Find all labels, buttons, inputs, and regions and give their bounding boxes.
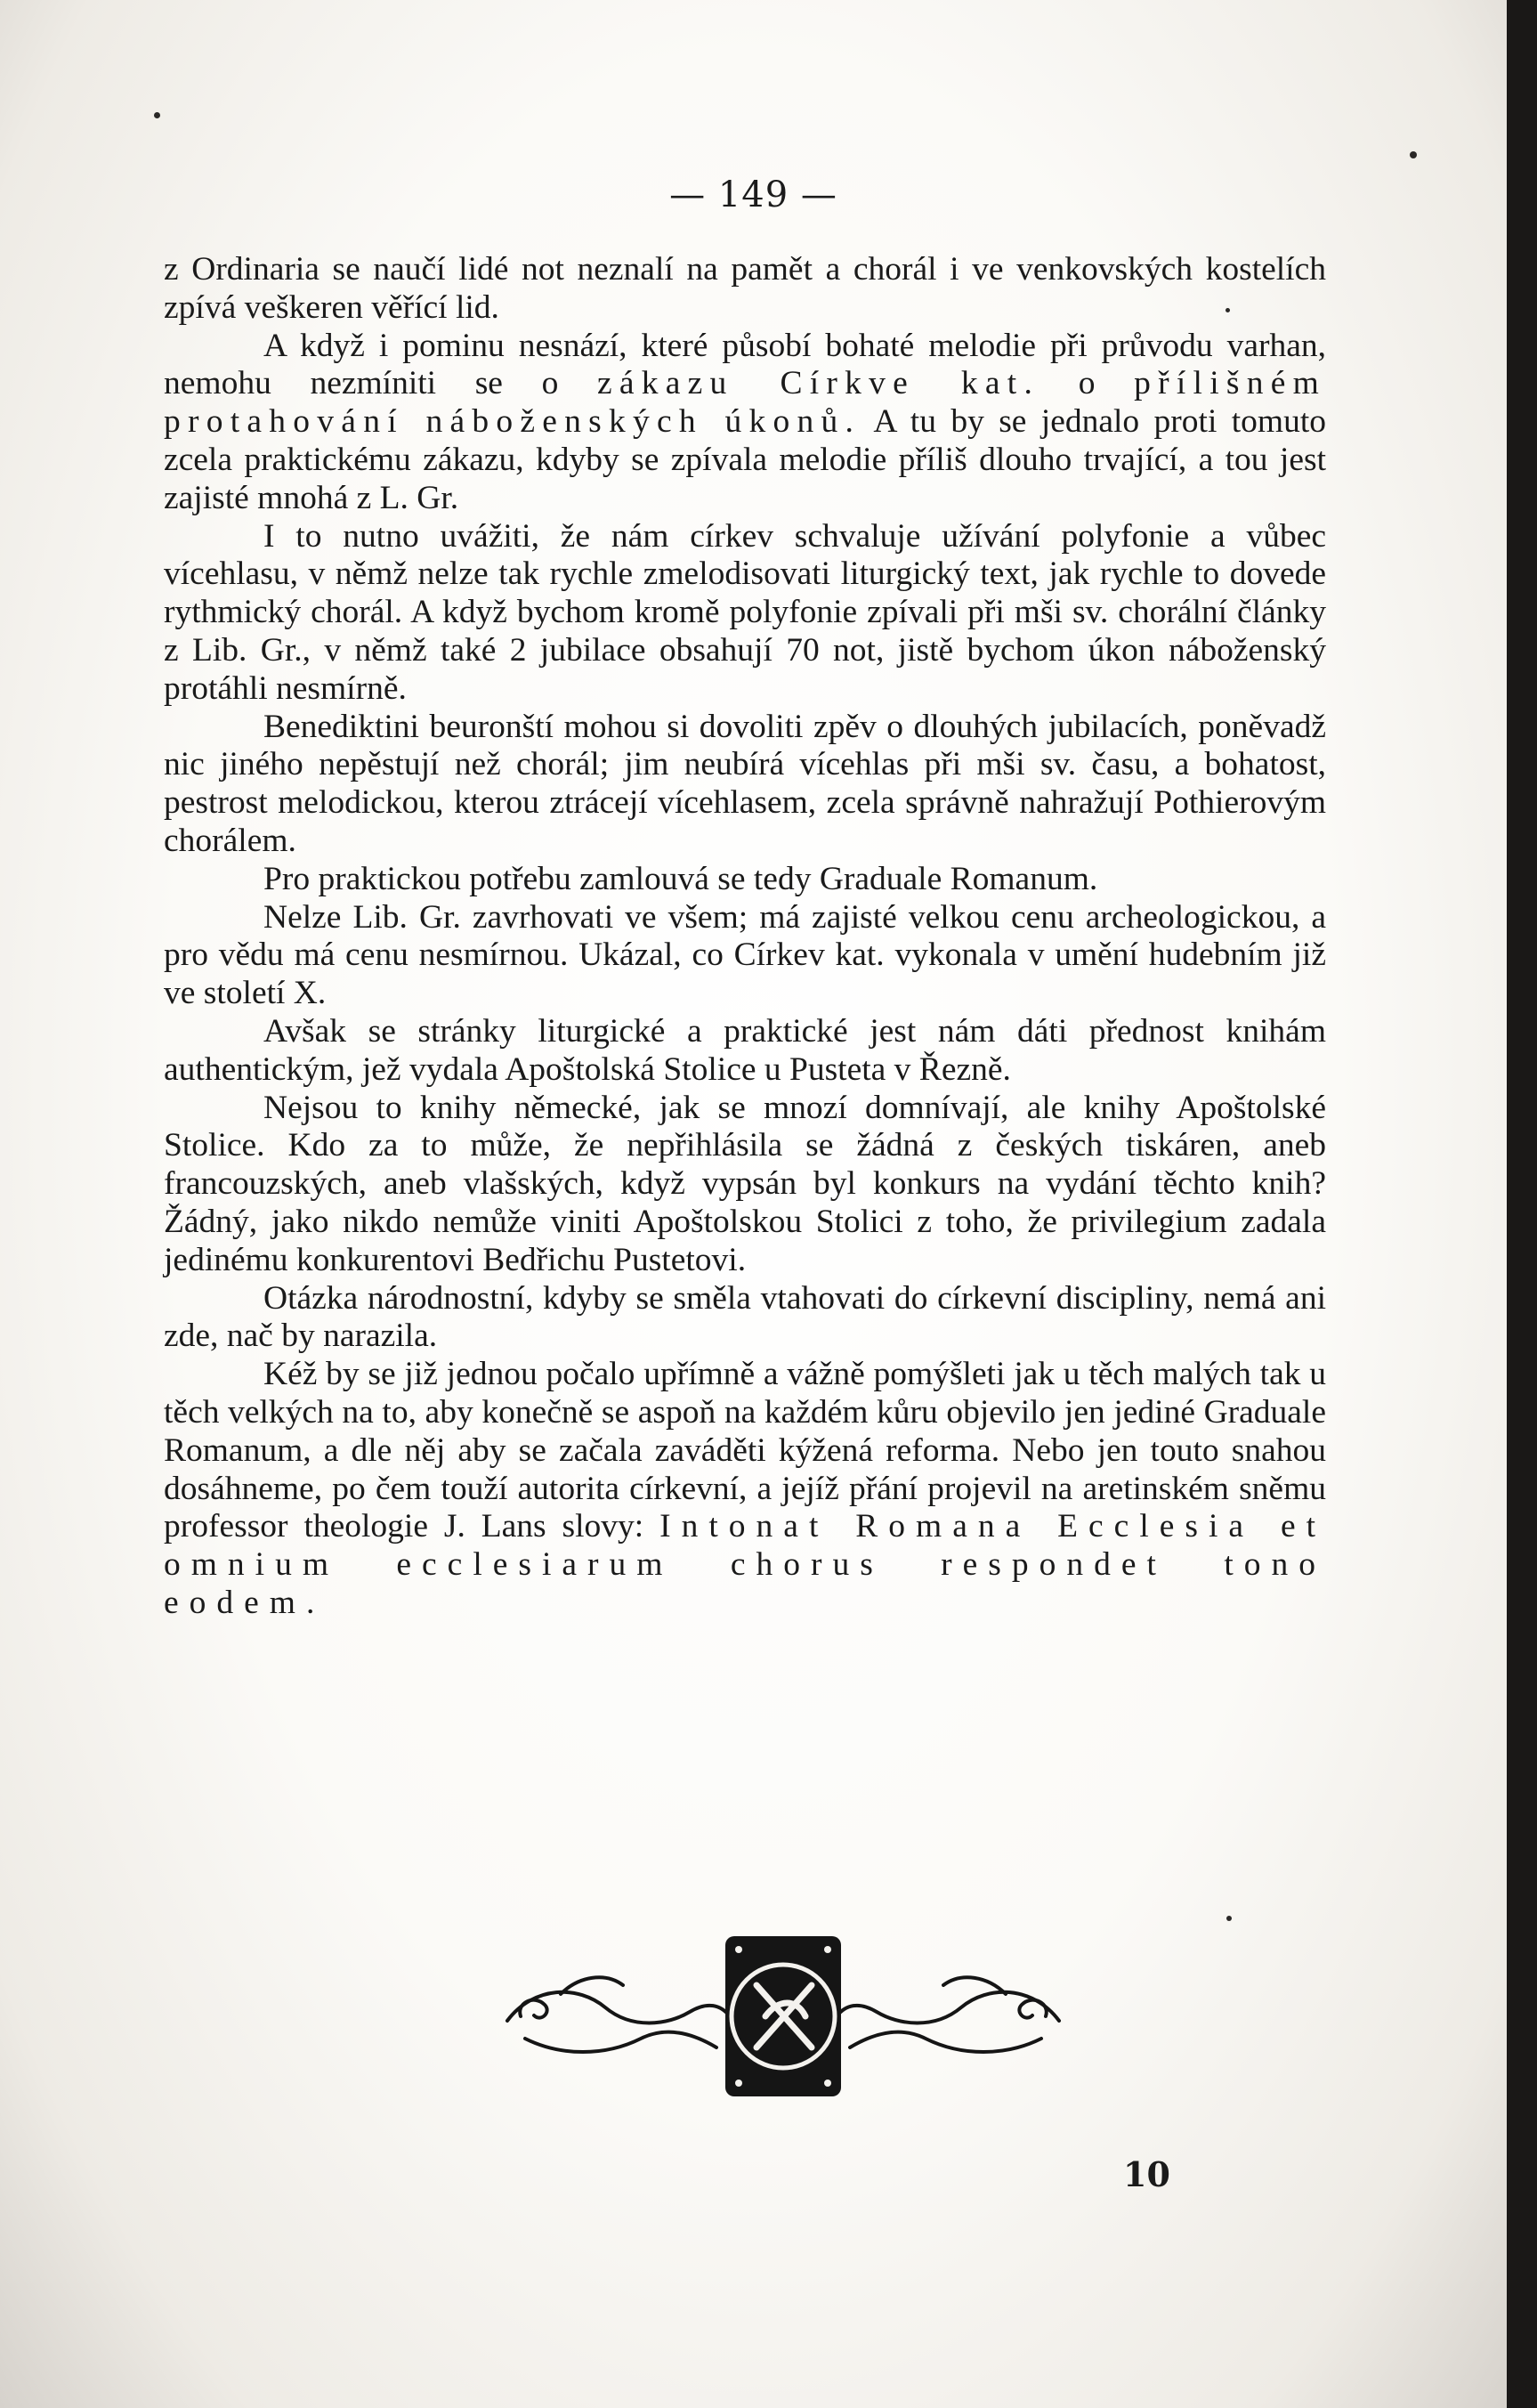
emphasis-protahovani: přílišném protahování náboženských úkonů. — [164, 365, 1327, 441]
paragraph-8: Nejsou to knihy německé, jak se mnozí domnívají, ale knihy Apoštolské Stolice. Kdo za to může, že nepřihlásila se žádná z českých tiskáren, aneb francouzských, aneb vlašských, když vypsán byl konkurs na vydání těchto knih? Žádný, jako nikdo nemůže viniti Apoštolskou Stolici z toho, že privilegium zadala jedinému konkurentovi Bedřichu Pustetovi. — [164, 1089, 1326, 1278]
paragraph-2-part-b: o — [1039, 365, 1135, 402]
latin-quote: Intonat Romana Ecclesia et omnium ecclesiarum chorus respondet tono eodem. — [164, 1508, 1327, 1621]
paragraph-10 — [164, 1356, 1326, 1623]
page-number: — 149 — — [669, 174, 837, 215]
paragraph-4: Benediktini beuronští mohou si dovoliti zpěv o dlouhých jubilacích, poněvadž nic jiného nepěstují než chorál; jim neubírá vícehlas při mši sv. času, a bohatost, pestrost melodickou, kterou ztrácejí vícehlasem, zcela správně nahražují Pothierovým chorálem. — [164, 708, 1326, 859]
print-speck — [1410, 151, 1417, 158]
right-scroll-lower — [850, 2032, 1041, 2052]
paragraph-9: Otázka národnostní, kdyby se směla vtahovati do církevní discipliny, nemá ani zde, nač by narazila. — [164, 1279, 1326, 1355]
print-speck — [1226, 308, 1230, 312]
right-curl — [1019, 2000, 1046, 2018]
paragraph-6: Nelze Lib. Gr. zavrhovati ve všem; má zajisté velkou cenu archeologickou, a pro vědu má cenu nesmírnou. Ukázal, co Církev kat. vykonala v umění hudebním již ve století X. — [164, 898, 1326, 1012]
signature-mark: 10 — [1123, 2154, 1170, 2194]
print-speck — [1226, 1916, 1232, 1921]
paragraph-5: Pro praktickou potřebu zamlouvá se tedy Graduale Romanum. — [263, 860, 1098, 897]
paragraph-2-part-a: A když i pominu nesnází, které působí bohaté melodie při průvodu varhan, nemohu nezmíniti se o — [164, 327, 1326, 402]
paragraph-3: I to nutno uvážiti, že nám církev schvaluje užívání polyfonie a vůbec vícehlasu, v němž nelze tak rychle zmelodisovati liturgický text, jak rychle to dovede rythmický chorál. A když bychom kromě polyfonie zpívali při mši sv. chorální články z Lib. Gr., v němž také 2 jubilace obsahují 70 not, jistě bychom úkon náboženský protáhli nesmírně. — [164, 517, 1326, 707]
paragraph-1: z Ordinaria se naučí lidé not neznalí na pamět a chorál i ve venkovských kostelích zpívá veškeren věřící lid. — [164, 251, 1326, 326]
paragraph-7: Avšak se stránky liturgické a praktické jest nám dáti přednost knihám authentickým, jež vydala Apoštolská Stolice u Pusteta v Řezně. — [164, 1012, 1326, 1088]
print-speck — [154, 112, 160, 118]
monogram-dot-3 — [735, 2080, 742, 2087]
emphasis-zakaz-cirkve: zákazu Církve kat. — [596, 365, 1040, 402]
monogram-dot-1 — [735, 1946, 742, 1953]
body-text — [164, 251, 1326, 1623]
left-scroll-lower — [525, 2032, 716, 2052]
left-curl — [520, 2000, 546, 2018]
monogram-vignette-icon — [498, 1923, 1068, 2110]
paragraph-2-part-c: A tu by se jednalo proti tomuto zcela praktickému zákazu, kdyby se zpívala melodie příliš dlouho trvající, a tou jest zajisté mnohá z L. Gr. — [164, 403, 1326, 516]
monogram-dot-4 — [824, 2080, 831, 2087]
monogram-dot-2 — [824, 1946, 831, 1953]
paragraph-2 — [164, 328, 1326, 518]
paragraph-10-main: Kéž by se již jednou počalo upřímně a vážně pomýšleti jak u těch malých tak u těch velkých na to, aby konečně se aspoň na každém kůru objevilo jen jediné Graduale Romanum, a dle něj aby se začala zaváděti kýžená reforma. Nebo jen touto snahou dosáhneme, po čem touží autorita církevní, a jejíž přání projevil na aretinském sněmu professor theologie J. Lans slovy: — [164, 1356, 1326, 1545]
